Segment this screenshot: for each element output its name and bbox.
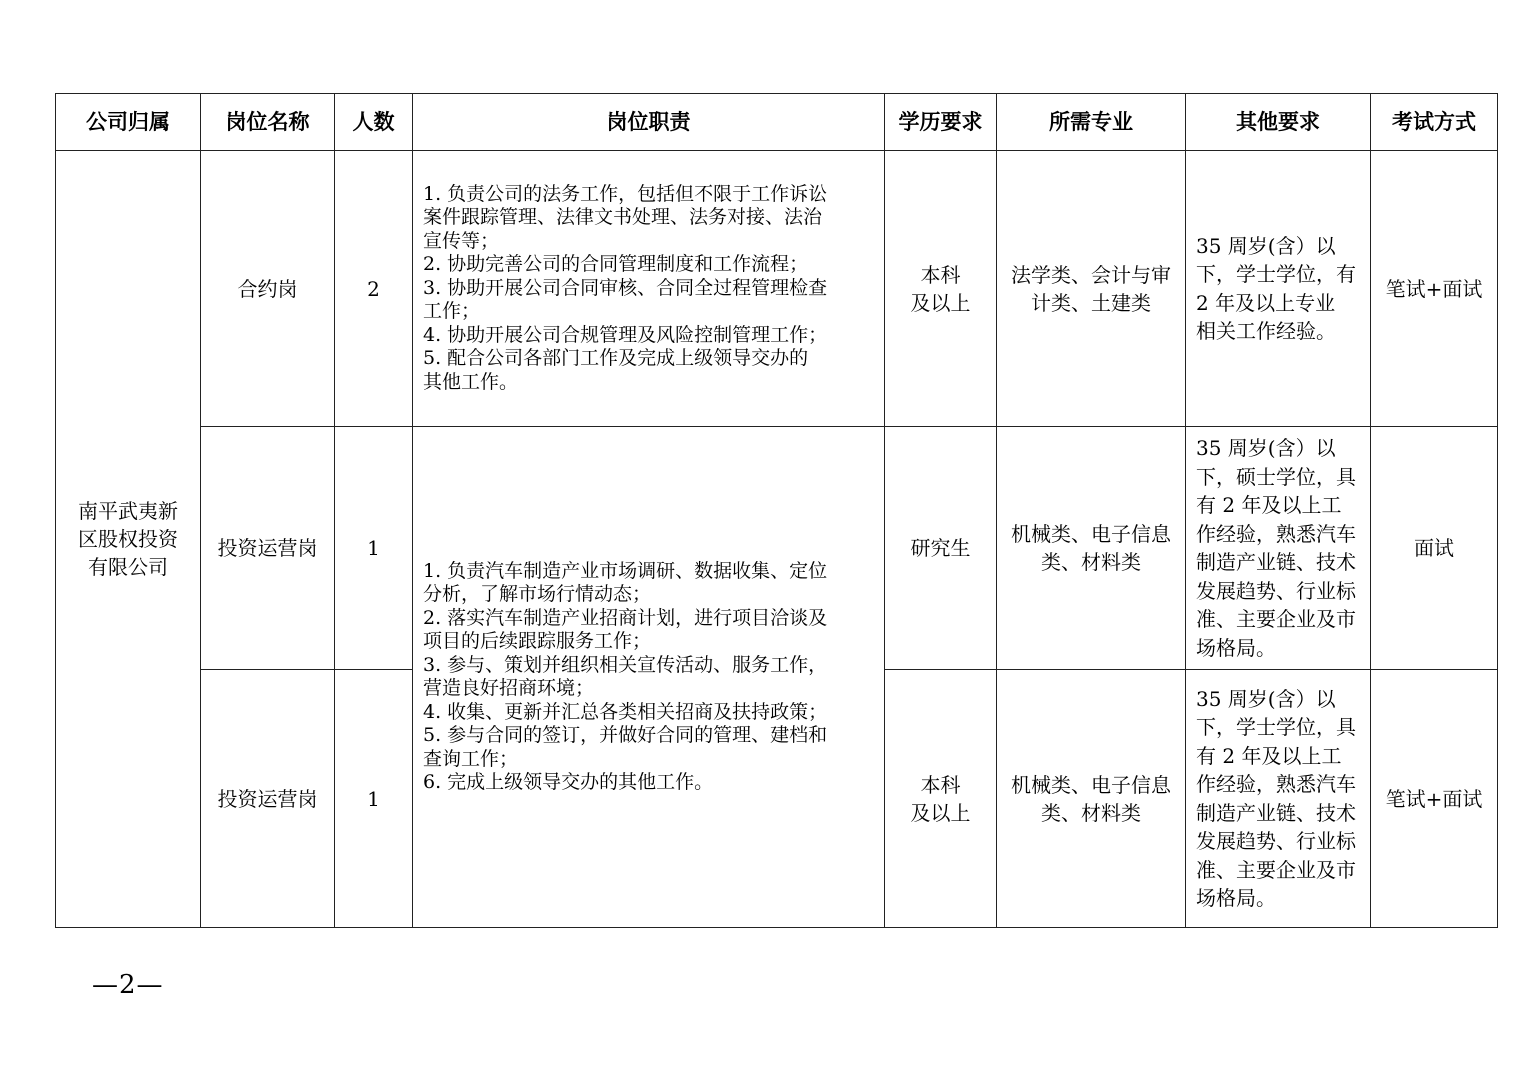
exam-cell: 面试 xyxy=(1371,427,1498,670)
duties-cell: 1. 负责公司的法务工作，包括但不限于工作诉讼 案件跟踪管理、法律文书处理、法务对接、法治 宣传等； 2. 协助完善公司的合同管理制度和工作流程； 3. 协助开展公司合同审核、合同全过程管理检查 工作； 4. 协助开展公司合规管理及风险控制管理工作； 5. 配合公司各部门工作及完成上级领导交办的 其他工作。 xyxy=(413,151,885,427)
count-cell: 1 xyxy=(335,427,413,670)
other-requirements-cell: 35 周岁(含）以 下，学士学位，有 2 年及以上专业 相关工作经验。 xyxy=(1186,151,1371,427)
major-cell: 机械类、电子信息 类、材料类 xyxy=(997,670,1186,928)
table-row xyxy=(56,151,1498,427)
position-cell: 合约岗 xyxy=(201,151,335,427)
duties-cell: 1. 负责汽车制造产业市场调研、数据收集、定位 分析，了解市场行情动态； 2. 落实汽车制造产业招商计划，进行项目洽谈及 项目的后续跟踪服务工作； 3. 参与、策划并组织相关宣传活动、服务工作， 营造良好招商环境； 4. 收集、更新并汇总各类相关招商及扶持政策； 5. 参与合同的签订，并做好合同的管理、建档和 查询工作； 6. 完成上级领导交办的其他工作。 xyxy=(413,427,885,928)
other-requirements-cell: 35 周岁(含）以 下，硕士学位，具 有 2 年及以上工 作经验，熟悉汽车 制造产业链、技术 发展趋势、行业标 准、主要企业及市 场格局。 xyxy=(1186,427,1371,670)
education-cell: 本科 及以上 xyxy=(885,151,997,427)
header-position: 岗位名称 xyxy=(201,94,335,151)
exam-cell: 笔试+面试 xyxy=(1371,151,1498,427)
count-cell: 2 xyxy=(335,151,413,427)
major-cell: 机械类、电子信息 类、材料类 xyxy=(997,427,1186,670)
recruitment-table xyxy=(55,93,1498,928)
count-cell: 1 xyxy=(335,670,413,928)
header-duties: 岗位职责 xyxy=(413,94,885,151)
header-count: 人数 xyxy=(335,94,413,151)
company-cell: 南平武夷新 区股权投资 有限公司 xyxy=(56,151,201,928)
header-company: 公司归属 xyxy=(56,94,201,151)
header-education: 学历要求 xyxy=(885,94,997,151)
header-exam: 考试方式 xyxy=(1371,94,1498,151)
page-number: —2— xyxy=(92,970,164,1000)
header-other: 其他要求 xyxy=(1186,94,1371,151)
education-cell: 研究生 xyxy=(885,427,997,670)
other-requirements-cell: 35 周岁(含）以 下，学士学位，具 有 2 年及以上工 作经验，熟悉汽车 制造产业链、技术 发展趋势、行业标 准、主要企业及市 场格局。 xyxy=(1186,670,1371,928)
header-major: 所需专业 xyxy=(997,94,1186,151)
table-row xyxy=(56,427,1498,670)
exam-cell: 笔试+面试 xyxy=(1371,670,1498,928)
header-row xyxy=(56,94,1498,151)
education-cell: 本科 及以上 xyxy=(885,670,997,928)
position-cell: 投资运营岗 xyxy=(201,427,335,670)
position-cell: 投资运营岗 xyxy=(201,670,335,928)
major-cell: 法学类、会计与审 计类、土建类 xyxy=(997,151,1186,427)
